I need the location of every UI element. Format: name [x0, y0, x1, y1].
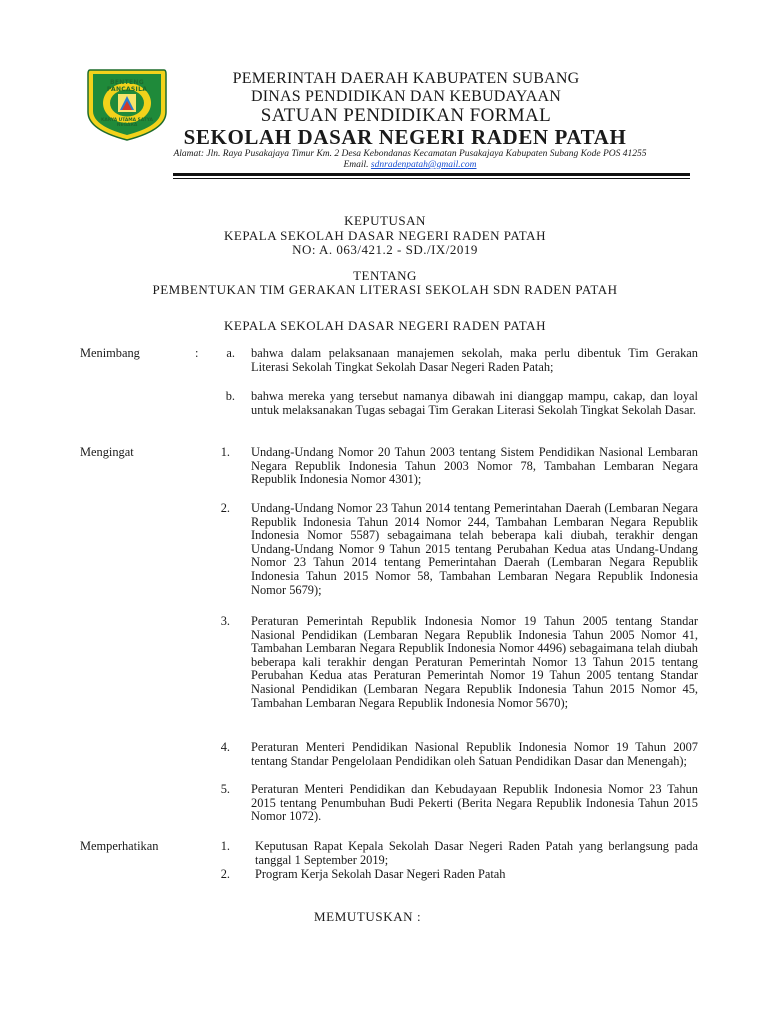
section-label-menimbang: Menimbang	[80, 346, 140, 360]
list-item-text: Keputusan Rapat Kepala Sekolah Dasar Negeri Raden Patah yang berlangsung pada tanggal 1 September 2019;	[255, 839, 698, 867]
header-divider-thick	[173, 173, 690, 176]
decree-subject: PEMBENTUKAN TIM GERAKAN LITERASI SEKOLAH SDN RADEN PATAH	[152, 282, 618, 297]
header-email-line	[100, 159, 720, 171]
email-label: Email.	[343, 160, 369, 170]
decree-issuer-title: KEPALA SEKOLAH DASAR NEGERI RADEN PATAH	[224, 228, 546, 243]
logo-bottom-text: KARYA UTAMA SATYA NEGARA	[101, 118, 153, 128]
list-item-number: a.	[226, 346, 235, 360]
list-item-text: Undang-Undang Nomor 20 Tahun 2003 tentang Sistem Pendidikan Nasional Lembaran Negara Republik Indonesia Tahun 2003 Nomor 78, Tambahan Lembaran Negara Republik Indonesia Nomor 4301);	[251, 445, 698, 487]
header-school-name: SEKOLAH DASAR NEGERI RADEN PATAH	[183, 125, 627, 149]
list-item-text: bahwa dalam pelaksanaan manajemen sekolah, maka perlu dibentuk Tim Gerakan Literasi Sekolah Tingkat Sekolah Dasar Negeri Raden Patah;	[251, 346, 698, 374]
logo-top-text: BENTENG PANCASILA	[106, 79, 148, 93]
header-department: DINAS PENDIDIKAN DAN KEBUDAYAAN	[250, 88, 562, 105]
decree-about-label: TENTANG	[353, 268, 417, 283]
decision-heading: MEMUTUSKAN :	[314, 909, 422, 924]
list-item-number: 4.	[220, 740, 230, 754]
list-item-number: 1.	[220, 839, 230, 853]
list-item-number: 2.	[220, 501, 230, 515]
list-item-text: Undang-Undang Nomor 23 Tahun 2014 tentang Pemerintahan Daerah (Lembaran Negara Republik Indonesia Tahun 2014 Nomor 244, Tambahan Lembaran Negara Republik Indonesia Nomor 5587) sebagaimana telah beberapa kali diubah, terakhir dengan Undang-Undang Nomor 9 Tahun 2015 tentang Perubahan Kedua atas Undang-Undang Nomor 23 Tahun 2014 tentang Pemerintahan Daerah (Lembaran Negara Republik Indonesia Tahun 2015 Nomor 58, Tambahan Lembaran Negara Republik Indonesia Nomor 5679);	[251, 501, 698, 597]
list-item-text: Peraturan Menteri Pendidikan Nasional Republik Indonesia Nomor 19 Tahun 2007 tentang Standar Pengelolaan Pendidikan oleh Satuan Pendidikan Dasar dan Menengah);	[251, 740, 698, 768]
list-item-number: 2.	[220, 867, 230, 881]
header-unit: SATUAN PENDIDIKAN FORMAL	[260, 105, 552, 126]
list-item-text: bahwa mereka yang tersebut namanya dibawah ini dianggap mampu, cakap, dan loyal untuk melaksanakan Tugas sebagai Tim Gerakan Literasi Sekolah Tingkat Sekolah Dasar.	[251, 389, 698, 417]
section-colon: :	[195, 346, 199, 360]
header-address: Alamat: Jln. Raya Pusakajaya Timur Km. 2 Desa Kebondanas Kecamatan Pusakajaya Kabupaten Subang Kode POS 41255	[173, 149, 647, 159]
list-item-text: Peraturan Pemerintah Republik Indonesia Nomor 19 Tahun 2005 tentang Standar Nasional Pendidikan (Lembaran Negara Republik Indonesia Tahun 2005 Nomor 41, Tambahan Lembaran Negara Republik Indonesia Nomor 4496) sebagaimana telah diubah beberapa kali terakhir dengan Peraturan Pemerintah Nomor 13 Tahun 2015 tentang Perubahan Kedua atas Peraturan Pemerintah Nomor 19 Tahun 2005 tentang Standar Nasional Pendidikan (Lembaran Negara Republik Indonesia Tahun 2015 Nomor 45, Tambahan Lembaran Negara Republik Indonesia Nomor 5670);	[251, 614, 698, 710]
email-link[interactable]: sdnradenpatah@gmail.com	[370, 160, 477, 170]
list-item-number: 1.	[220, 445, 230, 459]
decree-issuer: KEPALA SEKOLAH DASAR NEGERI RADEN PATAH	[224, 318, 546, 333]
section-label-memperhatikan: Memperhatikan	[80, 839, 159, 853]
header-government: PEMERINTAH DAERAH KABUPATEN SUBANG	[232, 70, 580, 87]
list-item-text: Program Kerja Sekolah Dasar Negeri Raden Patah	[255, 867, 506, 881]
decree-number: NO: A. 063/421.2 - SD./IX/2019	[292, 242, 478, 257]
list-item-text: Peraturan Menteri Pendidikan dan Kebudayaan Republik Indonesia Nomor 23 Tahun 2015 tentang Penumbuhan Budi Pekerti (Berita Negara Republik Indonesia Tahun 2015 Nomor 1072).	[251, 782, 698, 824]
list-item-number: 5.	[220, 782, 230, 796]
list-item-number: b.	[225, 389, 235, 403]
section-label-mengingat: Mengingat	[80, 445, 134, 459]
list-item-number: 3.	[220, 614, 230, 628]
decree-title: KEPUTUSAN	[344, 213, 426, 228]
header-divider-thin	[173, 178, 690, 179]
